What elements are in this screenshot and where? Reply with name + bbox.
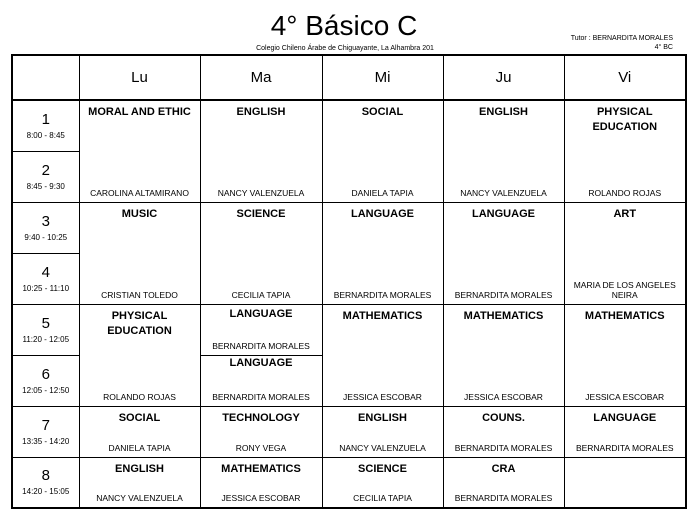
subject: SCIENCE	[358, 462, 407, 475]
teacher: NANCY VALENZUELA	[96, 493, 183, 503]
subject: TECHNOLOGY	[222, 411, 300, 424]
subject: LANGUAGE	[593, 411, 657, 424]
group-code: 4° BC	[654, 44, 673, 51]
subject: COUNS.	[482, 411, 525, 424]
page-title: 4° Básico C	[270, 10, 418, 41]
teacher: CRISTIAN TOLEDO	[101, 289, 178, 300]
subject: ART	[613, 207, 637, 220]
period-time: 11:20 - 12:05	[22, 334, 70, 344]
period-number: 3	[41, 212, 50, 230]
teacher: NANCY VALENZUELA	[339, 442, 426, 453]
class-block	[79, 406, 200, 457]
period-number: 6	[41, 365, 50, 383]
period-7	[12, 406, 79, 457]
subject: MATHEMATICS	[342, 309, 423, 322]
tutor-info	[571, 34, 673, 52]
class-block	[443, 457, 564, 508]
period-time: 10:25 - 11:10	[22, 283, 70, 293]
subject: PHYSICAL EDUCATION	[592, 106, 658, 133]
class-block	[200, 304, 322, 355]
period-time: 12:05 - 12:50	[22, 385, 70, 395]
class-block	[200, 100, 322, 202]
period-number: 7	[41, 416, 50, 434]
teacher: CECILIA TAPIA	[353, 493, 412, 503]
class-block	[564, 406, 686, 457]
day-header-vi: Vi	[564, 55, 686, 100]
class-block	[200, 355, 322, 406]
subject: ENGLISH	[358, 411, 407, 424]
teacher: JESSICA ESCOBAR	[221, 493, 301, 503]
teacher: DANIELA TAPIA	[108, 442, 171, 453]
period-number: 4	[41, 263, 50, 281]
period-number: 5	[41, 314, 50, 332]
period-number: 8	[41, 467, 50, 485]
period-3	[12, 202, 79, 253]
subject: LANGUAGE	[229, 356, 293, 369]
period-time: 13:35 - 14:20	[22, 436, 70, 446]
class-block	[200, 406, 322, 457]
day-header-ju: Ju	[443, 55, 564, 100]
period-time: 8:45 - 9:30	[26, 181, 65, 191]
subject: SOCIAL	[361, 106, 404, 118]
subject: MUSIC	[121, 207, 158, 220]
class-block	[200, 457, 322, 508]
subject: SCIENCE	[236, 207, 286, 220]
subject: ENGLISH	[115, 462, 164, 475]
period-time: 8:00 - 8:45	[26, 130, 65, 140]
period-4	[12, 253, 79, 304]
teacher: CAROLINA ALTAMIRANO	[90, 187, 189, 198]
teacher: BERNARDITA MORALES	[333, 289, 432, 300]
day-header-mi: Mi	[322, 55, 443, 100]
teacher: ROLANDO ROJAS	[103, 391, 176, 402]
class-block	[79, 457, 200, 508]
timetable	[11, 54, 687, 509]
teacher: NANCY VALENZUELA	[217, 187, 305, 198]
subject: PHYSICAL EDUCATION	[107, 309, 172, 337]
teacher: JESSICA ESCOBAR	[464, 391, 543, 402]
class-block	[443, 304, 564, 406]
tutor-name: Tutor : BERNARDITA MORALES	[570, 35, 673, 42]
period-number: 1	[41, 110, 50, 128]
period-6	[12, 355, 79, 406]
teacher: BERNARDITA MORALES	[454, 493, 553, 503]
teacher: JESSICA ESCOBAR	[343, 391, 422, 402]
subject: MATHEMATICS	[584, 309, 665, 322]
day-header-lu: Lu	[79, 55, 200, 100]
period-2	[12, 151, 79, 202]
period-time: 9:40 - 10:25	[24, 232, 68, 242]
subject: SOCIAL	[118, 411, 161, 424]
class-block	[443, 406, 564, 457]
teacher: BERNARDITA MORALES	[454, 442, 553, 453]
class-block	[322, 100, 443, 202]
class-block	[79, 202, 200, 304]
day-header-ma: Ma	[200, 55, 322, 100]
corner-cell	[12, 55, 79, 100]
subject: MATHEMATICS	[221, 462, 301, 475]
teacher: JESSICA ESCOBAR	[585, 391, 665, 402]
class-block	[322, 406, 443, 457]
subject: ENGLISH	[479, 106, 528, 118]
teacher: MARIA DE LOS ANGELES NEIRA	[573, 279, 676, 300]
class-block	[79, 100, 200, 202]
period-8	[12, 457, 79, 508]
period-1	[12, 100, 79, 151]
empty-block	[564, 457, 686, 508]
class-block	[322, 202, 443, 304]
class-block	[322, 304, 443, 406]
period-time: 14:20 - 15:05	[22, 487, 70, 497]
teacher: BERNARDITA MORALES	[212, 340, 310, 351]
subject: MORAL AND ETHIC	[88, 106, 191, 118]
teacher: DANIELA TAPIA	[351, 187, 414, 198]
teacher: NANCY VALENZUELA	[460, 187, 547, 198]
teacher: BERNARDITA MORALES	[212, 391, 310, 402]
teacher: BERNARDITA MORALES	[454, 289, 553, 300]
class-block	[443, 202, 564, 304]
subject: LANGUAGE	[472, 207, 535, 220]
subject: ENGLISH	[236, 106, 286, 118]
period-number: 2	[41, 161, 50, 179]
period-5	[12, 304, 79, 355]
class-block	[200, 202, 322, 304]
class-block	[443, 100, 564, 202]
class-block	[79, 304, 200, 406]
subject: LANGUAGE	[351, 207, 414, 220]
class-block	[322, 457, 443, 508]
class-block	[564, 100, 686, 202]
teacher: BERNARDITA MORALES	[575, 442, 674, 453]
teacher: ROLANDO ROJAS	[588, 187, 662, 198]
class-block	[564, 304, 686, 406]
school-name: Colegio Chileno Árabe de Chiguayante, La Alhambra 201	[256, 45, 434, 52]
subject: MATHEMATICS	[463, 309, 544, 322]
subject: LANGUAGE	[229, 307, 293, 320]
subject: CRA	[491, 462, 516, 475]
teacher: CECILIA TAPIA	[231, 289, 291, 300]
class-block	[564, 202, 686, 304]
teacher: RONY VEGA	[235, 442, 287, 453]
